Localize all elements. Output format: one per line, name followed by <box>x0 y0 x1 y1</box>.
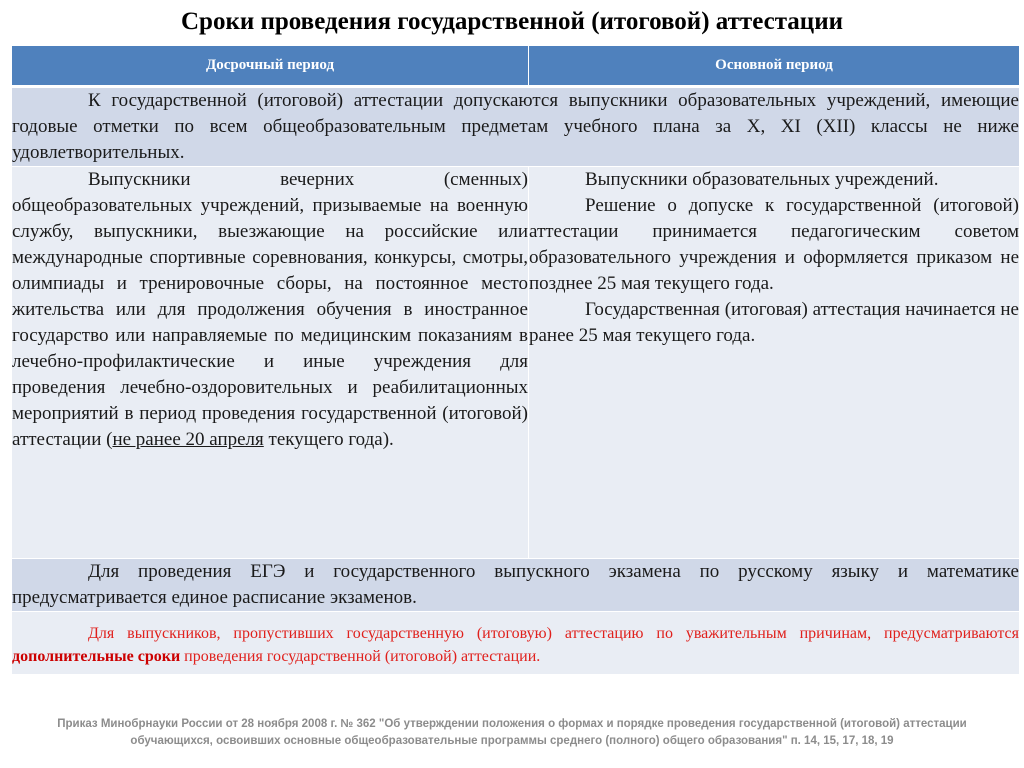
table-row-periods <box>12 167 1020 559</box>
additional-dates-bold: дополнительные сроки <box>12 648 181 665</box>
main-period-item-1: Выпускники образовательных учреждений. <box>585 169 939 190</box>
header-main-period: Основной период <box>529 46 1020 87</box>
main-period-item-2: Решение о допуске к государственной (итоговой) аттестации принимается педагогическим советом образовательного учреждения и оформляется приказом не позднее 25 мая текущего года. <box>529 195 1019 294</box>
header-early-period: Досрочный период <box>12 46 529 87</box>
early-period-cell <box>12 167 529 559</box>
slide-title: Сроки проведения государственной (итоговой) аттестации <box>180 8 843 35</box>
early-date-underlined: не ранее 20 апреля <box>112 429 264 450</box>
table-row-admission <box>12 87 1020 167</box>
additional-dates-text: Для выпускников, пропустивших государственную (итоговую) аттестацию по уважительным причинам, предусматриваются дополнительные сроки проведения государственной (итоговой) аттестации. <box>12 625 1019 665</box>
attestation-table <box>11 45 1020 675</box>
source-footnote: Приказ Минобрнауки России от 28 ноября 2008 г. № 362 "Об утверждении положения о формах и порядке проведения государственной (итоговой) аттестации обучающихся, освоивших основные общеобразовательные программы среднего (полного) общего образования" п. 14, 15, 17, 18, 19 <box>57 718 967 747</box>
table-header-row <box>12 46 1020 87</box>
table-row-additional <box>12 612 1020 675</box>
main-period-item-3: Государственная (итоговая) аттестация начинается не ранее 25 мая текущего года. <box>529 299 1019 346</box>
early-period-text: Выпускники вечерних (сменных) общеобразовательных учреждений, призываемые на военную службу, выпускники, выезжающие на российские или международные спортивные соревнования, конкурсы, смотры, олимпиады и тренировочные сборы, на постоянное место жительства или для продолжения обучения в иностранное государство или направляемые по медицинским показаниям в лечебно-профилактические и иные учреждения для проведения лечебно-оздоровительных и реабилитационных мероприятий в период проведения государственной (итоговой) аттестации ( <box>12 169 528 450</box>
admission-text: К государственной (итоговой) аттестации допускаются выпускники образовательных учреждений, имеющие годовые отметки по всем общеобразовательным предметам учебного плана за X, XI (XII) классы не ниже удовлетворительных. <box>12 90 1019 163</box>
main-period-cell <box>529 167 1020 559</box>
early-period-text-end: текущего года). <box>263 429 394 450</box>
table-row-schedule <box>12 559 1020 612</box>
schedule-text: Для проведения ЕГЭ и государственного выпускного экзамена по русскому языку и математике предусматривается единое расписание экзаменов. <box>12 561 1019 608</box>
